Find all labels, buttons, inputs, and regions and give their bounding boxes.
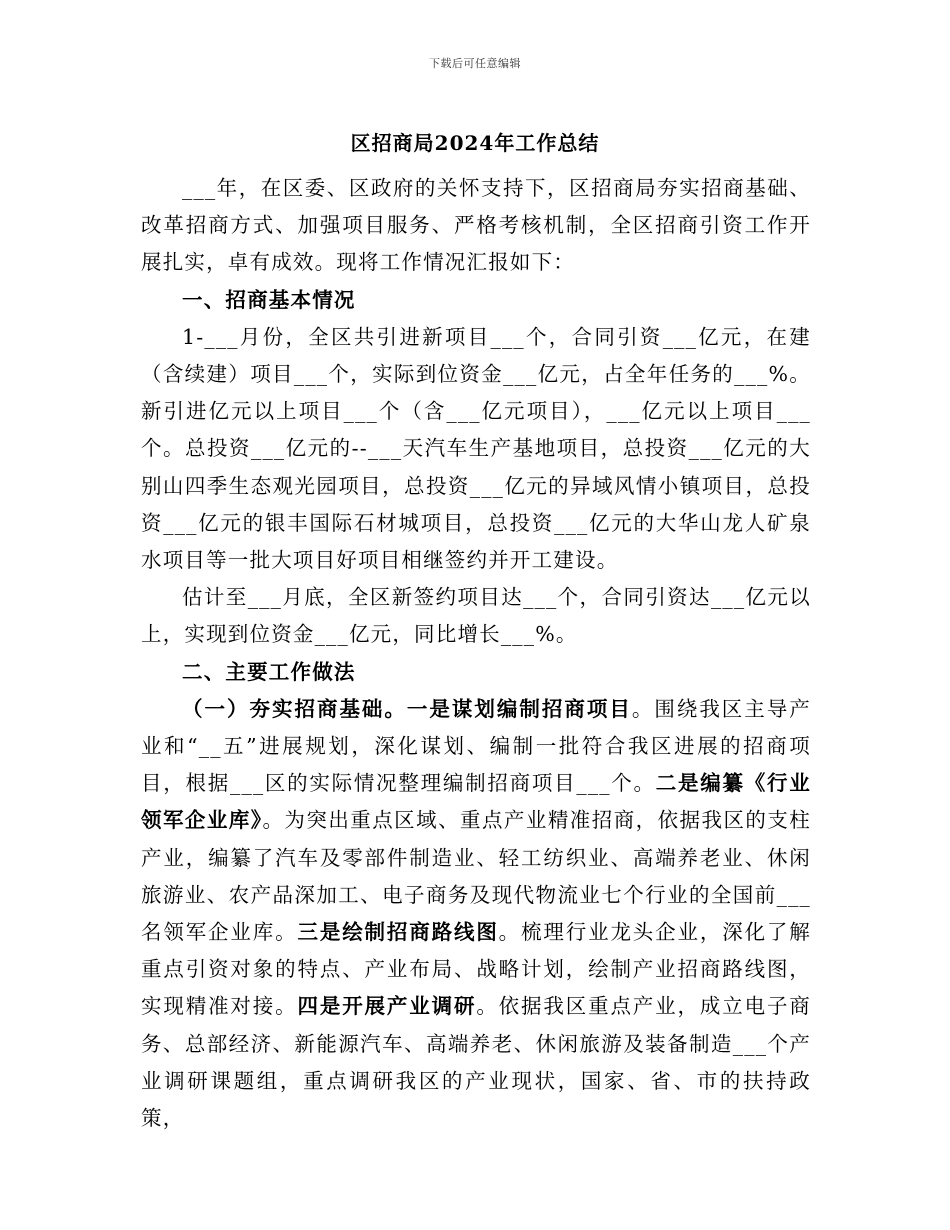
section-heading-2: 二、主要工作做法 (182, 659, 356, 684)
paragraph-estimate: 估计至___月底，全区新签约项目达___个，合同引资达___亿元以上，实现到位资金___亿元，同比增长___%。 (141, 585, 811, 647)
paragraph-foundation (141, 691, 811, 1137)
header-note: 下载后可任意编辑 (429, 57, 521, 70)
text-phrase-4: 。依据我区重点产业，成立电子商务、总部经济、新能源汽车、高端养老、休闲旅游及装备制造___个产业调研课题组，重点调研我区的产业现状，国家、省、市的扶持政策， (141, 994, 811, 1131)
bold-phrase-4: 四是开展产业调研 (297, 994, 477, 1019)
document-title: 区招商局2024年工作总结 (350, 131, 600, 155)
text-phrase-2: 。为突出重点区域、重点产业精准招商，依据我区的支柱产业，编纂了汽车及零部件制造业、轻工纺织业、高端养老业、休闲旅游业、农产品深加工、电子商务及现代物流业七个行业的全国前___名领军企业库。 (141, 808, 812, 945)
intro-paragraph: ___年，在区委、区政府的关怀支持下，区招商局夯实招商基础、改革招商方式、加强项目服务、严格考核机制，全区招商引资工作开展扎实，卓有成效。现将工作情况汇报如下： (141, 176, 811, 275)
bold-phrase-2: 二是编纂《行业领军企业库》 (141, 771, 811, 833)
bold-phrase-3: 三是绘制招商路线图 (297, 920, 499, 945)
text-phrase-3: 。梳理行业龙头企业，深化了解重点引资对象的特点、产业布局、战略计划，绘制产业招商路线图，实现精准对接。 (141, 920, 811, 1019)
text-phrase-1: 。围绕我区主导产业和“__五”进展规划，深化谋划、编制一批符合我区进展的招商项目，根据___区的实际情况整理编制招商项目___个。 (141, 696, 811, 796)
bold-phrase-1: （一）夯实招商基础。一是谋划编制招商项目 (182, 696, 632, 721)
paragraph-investment-overview: 1-___月份，全区共引进新项目___个，合同引资___亿元，在建（含续建）项目___个，实际到位资金___亿元，占全年任务的___%。新引进亿元以上项目___个（含___亿元项目），___亿元以上项目___个。总投资___亿元的--___天汽车生产基地项目，总投资___亿元的大别山四季生态观光园项目，总投资___亿元的异域风情小镇项目，总投资___亿元的银丰国际石材城项目，总投资___亿元的大华山龙人矿泉水项目等一批大项目好项目相继签约并开工建设。 (141, 324, 811, 573)
section-heading-1: 一、招商基本情况 (182, 287, 356, 312)
document-body (141, 170, 811, 1137)
